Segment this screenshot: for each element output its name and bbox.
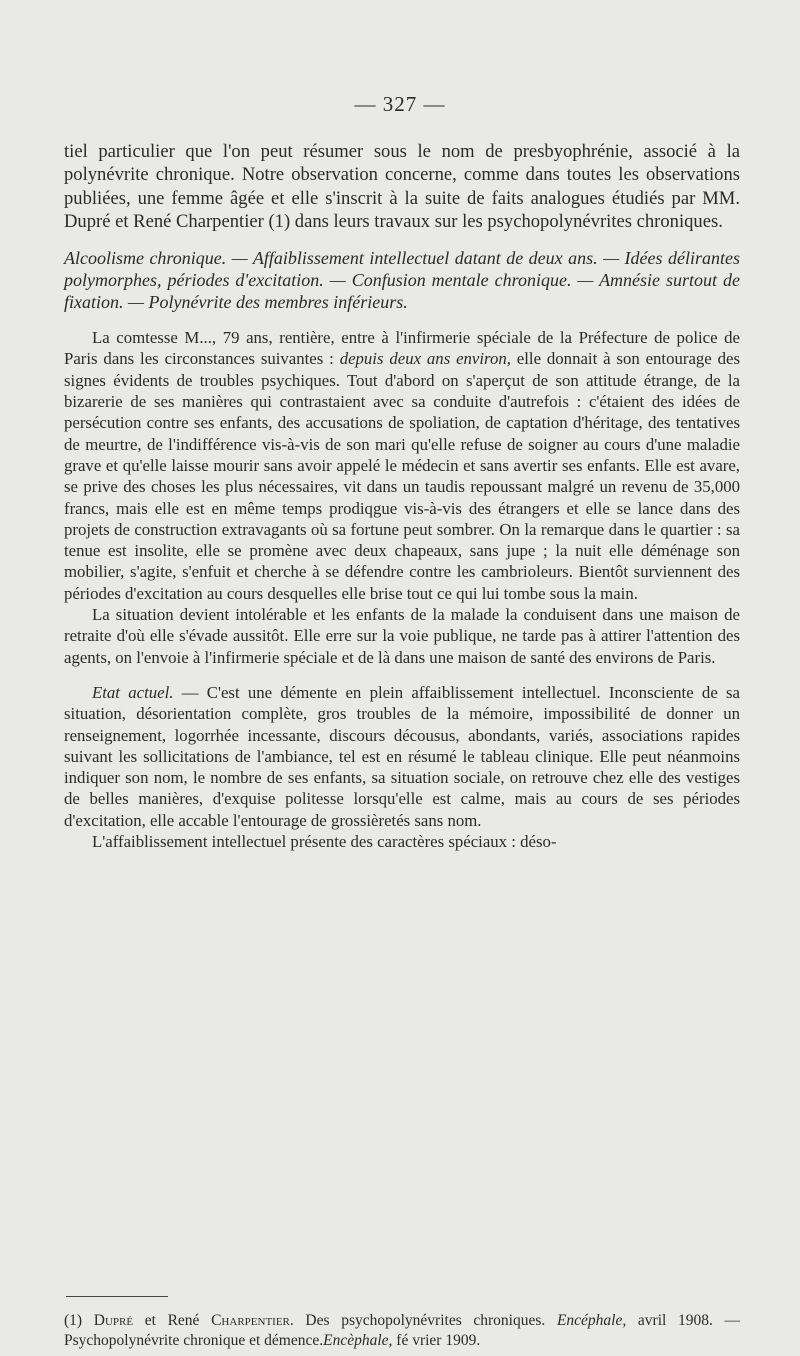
case-text-rest: elle donnait à son entourage des signes évidents de troubles psychiques. Tout d'abord on s'aperçut de son attitude étrange, de la bizarerie de ses manières qui contrastaient avec sa conduite d'autrefois : c'étaient des idées de persécution contre ses enfants, des accusations de spoliation, de captation d'héritage, des tentatives de meurtre, de l'indifférence vis-à-vis de son mari qu'elle refuse de soigner au cours d'une maladie grave et qu'elle laisse mourir sans avoir appelé le médecin et sans avertir ses enfants. Elle est avare, se prive des choses les plus nécessaires, vit dans un taudis repoussant malgré un revenu de 35,000 francs, mais elle est en même temps prodiqgue vis-à-vis des étrangers et elle se lance dans des projets de construction extravagants où sa fortune peut sombrer. On la remarque dans le quartier : sa tenue est insolite, elle se promène avec deux chapeaux, sans jupe ; la nuit elle déménage son mobilier, s'agite, s'enfuit et cherche à se défendre contre les cambrioleurs. Bientôt surviennent des périodes d'excitation au cours desquelles elle brise tout ce qui lui tombe sous la main. (64, 349, 740, 603)
paragraph-last: L'affaiblissement intellectuel présente des caractères spéciaux : déso- (92, 832, 557, 852)
case-text-start: La comtesse M..., 79 ans, rentière, entre à l'infirmerie spéciale de la Préfecture de police de Paris dans les circonstances suivantes : (64, 328, 740, 369)
footnote-connector: et René (133, 1312, 212, 1329)
footnote-journal-1: Encéphale, (556, 1312, 627, 1329)
paragraph-case (64, 327, 740, 604)
body-text (64, 140, 740, 852)
footnote-marker: (1) (64, 1312, 83, 1329)
footnote-text-1: . Des psychopolynévrites chroniques. (289, 1312, 557, 1329)
footnote-author-charpentier: Charpentier (211, 1312, 290, 1329)
case-summary: Alcoolisme chronique. — Affaiblissement intellectuel datant de deux ans. — Idées délirantes polymorphes, périodes d'excitation. — Confusion mentale chronique. — Amnésie surtout de fixation. — Polynévrite des membres inférieurs. (64, 248, 740, 313)
footnote (64, 1311, 740, 1351)
paragraph-etat-actuel (64, 682, 740, 831)
footnote-author-dupre: Dupré (93, 1312, 134, 1329)
paragraph-situation: La situation devient intolérable et les enfants de la malade la conduisent dans une maison de retraite d'où elle s'évade aussitôt. Elle erre sur la voie publique, ne tarde pas à attirer l'attention des agents, on l'envoie à l'infirmerie spéciale et de là dans une maison de santé des environs de Paris. (64, 605, 740, 667)
footnote-text-2: avril 1908. — Psychopolynévrite chronique et démence. (64, 1312, 740, 1349)
case-text-emphasis: depuis deux ans environ, (339, 349, 511, 369)
footnote-journal-2: Encèphale, (323, 1332, 393, 1349)
footnote-divider (66, 1296, 168, 1297)
footnote-text-3: fé vrier 1909. (392, 1332, 481, 1349)
etat-actuel-text: — C'est une démente en plein affaiblissement intellectuel. Inconsciente de sa situation, désorientation complète, gros troubles de la mémoire, impossibilité de donner un renseignement, logorrhée incessante, discours décousus, abondants, variés, associations rapides suivant les sollicitations de l'ambiance, tel est en résumé le tableau clinique. Elle peut néanmoins indiquer son nom, le nombre de ses enfants, sa situation sociale, on retrouve chez elle des vestiges de belles manières, d'exquise politesse lorsqu'elle est calme, mais au cours de ses périodes d'excitation, elle accable l'entourage de grossièretés sans nom. (64, 682, 741, 830)
etat-actuel-heading: Etat actuel. (92, 682, 174, 702)
page-number: — 327 — (354, 92, 446, 116)
paragraph-intro: tiel particulier que l'on peut résumer sous le nom de presbyophrénie, associé à la polynévrite chronique. Notre observation concerne, comme dans toutes les observations publiées, une femme âgée et elle s'inscrit à la suite de faits analogues étudiés par MM. Dupré et René Charpentier (1) dans leurs travaux sur les psychopolynévrites chroniques. (64, 141, 740, 232)
